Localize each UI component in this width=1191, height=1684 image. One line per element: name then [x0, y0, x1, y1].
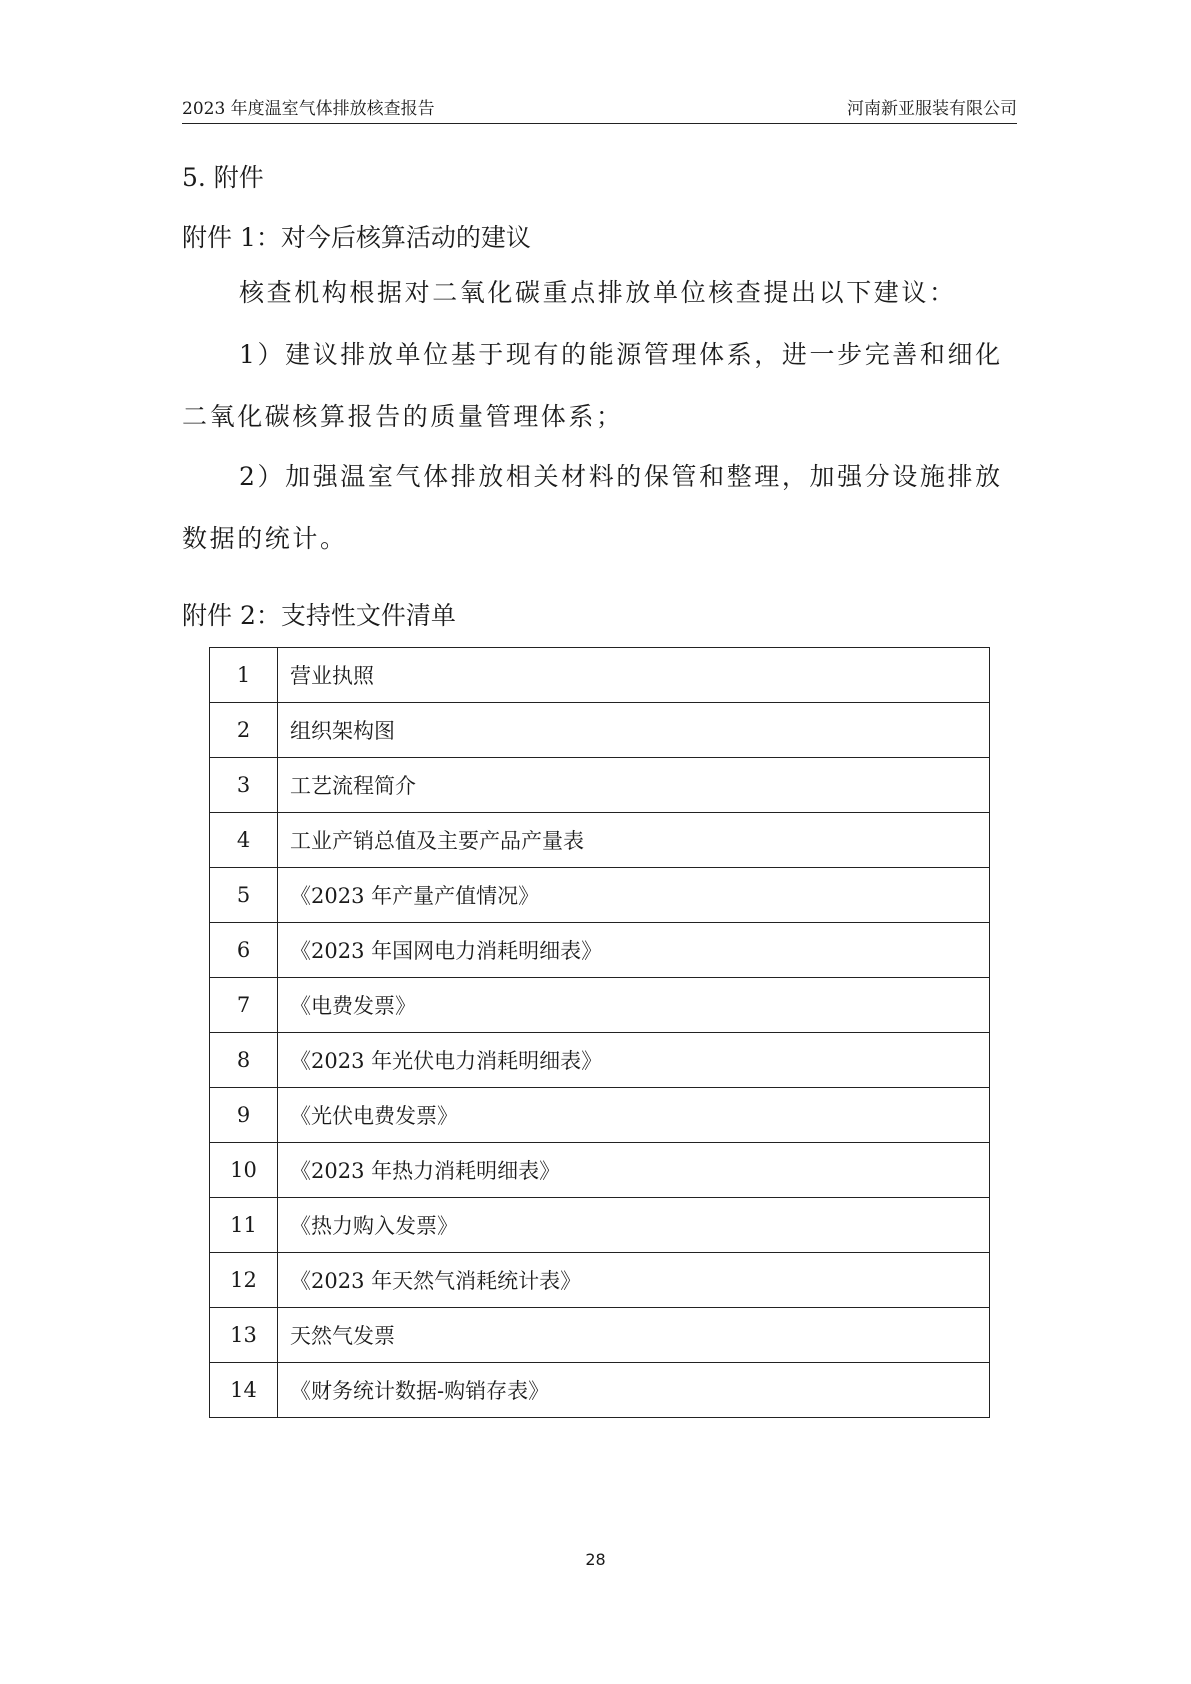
row-number: 3: [210, 758, 278, 813]
attachment2-title: 附件 2：支持性文件清单: [182, 601, 456, 630]
row-number: 7: [210, 978, 278, 1033]
document-name: 《电费发票》: [278, 978, 990, 1033]
header-report-title: 2023 年度温室气体排放核查报告: [182, 99, 435, 119]
suggestion-item-2: 2）加强温室气体排放相关材料的保管和整理，加强分设施排放数据的统计。: [182, 462, 1003, 553]
row-number: 2: [210, 703, 278, 758]
row-number: 13: [210, 1308, 278, 1363]
attachment1-title: 附件 1：对今后核算活动的建议: [182, 223, 531, 252]
row-number: 1: [210, 648, 278, 703]
row-number: 12: [210, 1253, 278, 1308]
table-row: [210, 978, 990, 1033]
document-name: 《2023 年天然气消耗统计表》: [278, 1253, 990, 1308]
table-row: [210, 1198, 990, 1253]
supporting-documents-table: [209, 647, 990, 1418]
document-name: 《2023 年国网电力消耗明细表》: [278, 923, 990, 978]
document-name: 《光伏电费发票》: [278, 1088, 990, 1143]
document-name: 《2023 年产量产值情况》: [278, 868, 990, 923]
row-number: 9: [210, 1088, 278, 1143]
table-row: [210, 1308, 990, 1363]
document-name: 《热力购入发票》: [278, 1198, 990, 1253]
table-row: [210, 1088, 990, 1143]
document-name: 《2023 年热力消耗明细表》: [278, 1143, 990, 1198]
row-number: 14: [210, 1363, 278, 1418]
table-row: [210, 758, 990, 813]
document-name: 组织架构图: [278, 703, 990, 758]
suggestion-item-1: 1）建议排放单位基于现有的能源管理体系，进一步完善和细化二氧化碳核算报告的质量管理体系；: [182, 340, 1003, 431]
table-row: [210, 868, 990, 923]
row-number: 4: [210, 813, 278, 868]
row-number: 6: [210, 923, 278, 978]
page-number: 28: [585, 1550, 606, 1569]
document-name: 工艺流程简介: [278, 758, 990, 813]
document-name: 营业执照: [278, 648, 990, 703]
page-header: [182, 98, 1017, 124]
table-row: [210, 703, 990, 758]
document-name: 工业产销总值及主要产品产量表: [278, 813, 990, 868]
row-number: 8: [210, 1033, 278, 1088]
document-name: 天然气发票: [278, 1308, 990, 1363]
row-number: 10: [210, 1143, 278, 1198]
row-number: 11: [210, 1198, 278, 1253]
table-row: [210, 1033, 990, 1088]
attachment1-intro: 核查机构根据对二氧化碳重点排放单位核查提出以下建议：: [239, 278, 957, 307]
table-row: [210, 1253, 990, 1308]
row-number: 5: [210, 868, 278, 923]
table-row: [210, 813, 990, 868]
header-company-name: 河南新亚服装有限公司: [847, 99, 1017, 119]
document-name: 《2023 年光伏电力消耗明细表》: [278, 1033, 990, 1088]
table-row: [210, 1363, 990, 1418]
section-heading: 5. 附件: [182, 163, 264, 192]
table-row: [210, 923, 990, 978]
document-name: 《财务统计数据-购销存表》: [278, 1363, 990, 1418]
table-row: [210, 1143, 990, 1198]
table-row: [210, 648, 990, 703]
